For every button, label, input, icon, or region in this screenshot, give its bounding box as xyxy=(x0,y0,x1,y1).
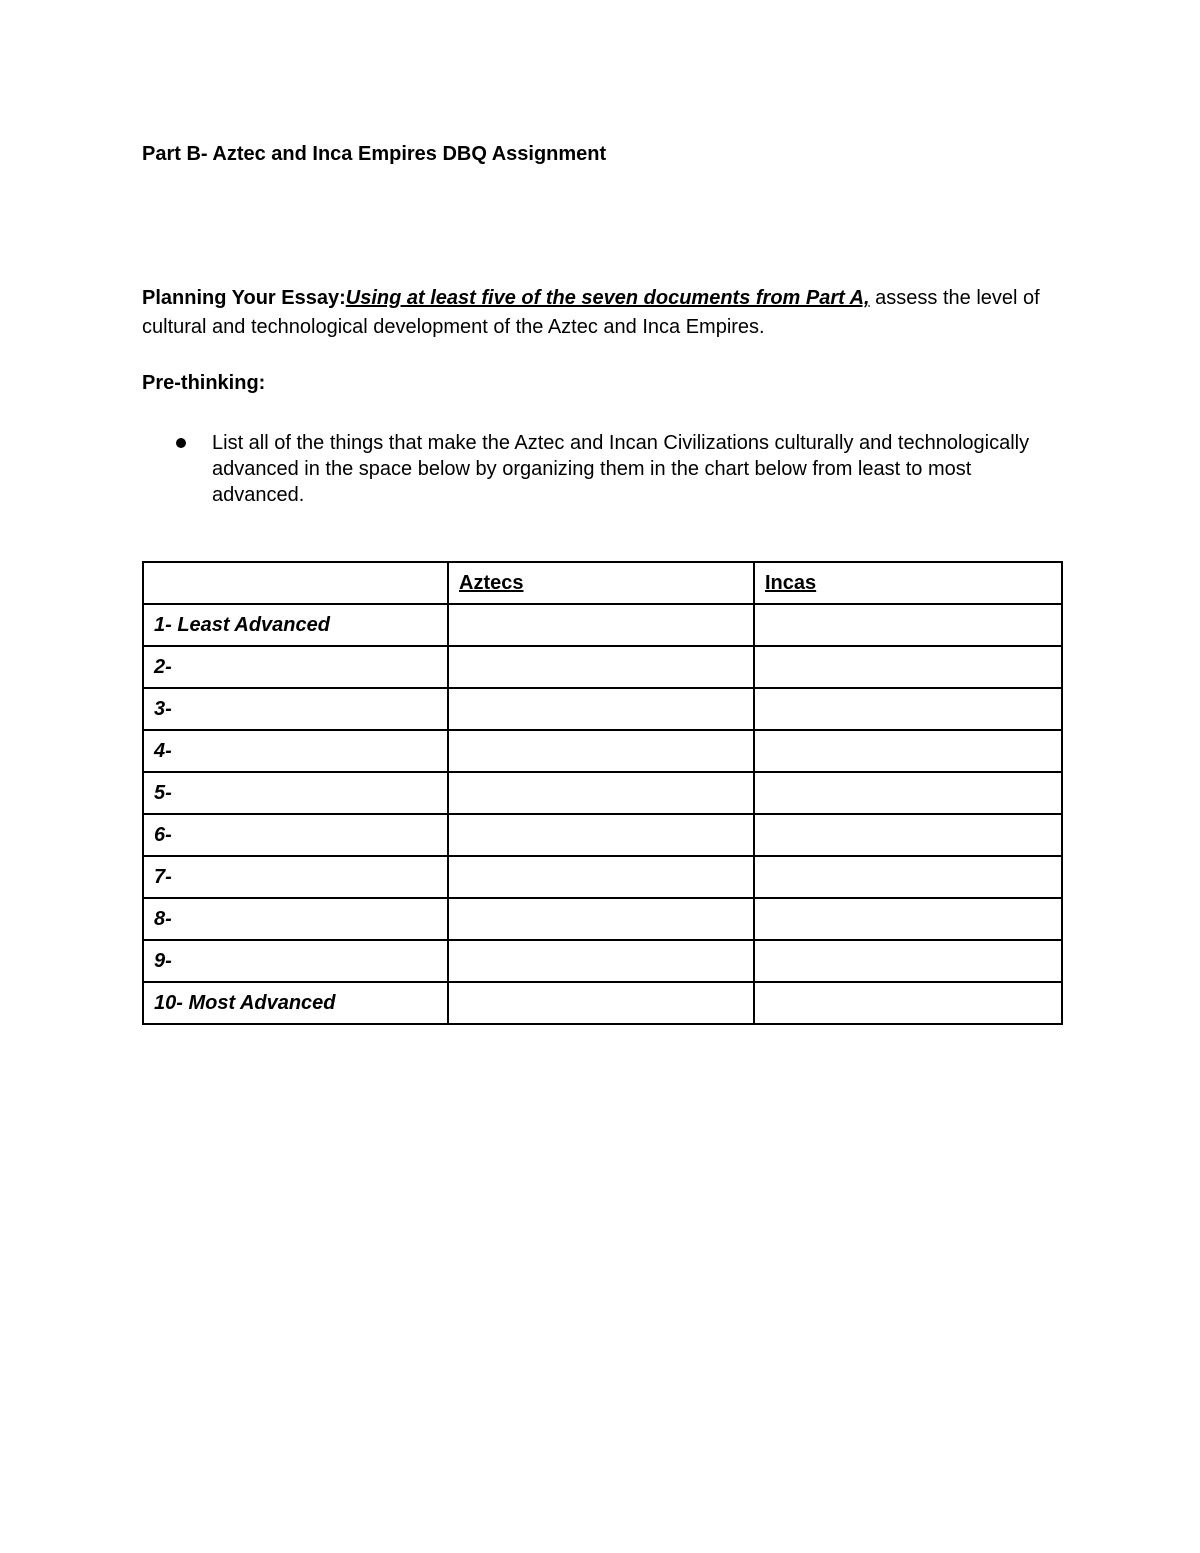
table-row xyxy=(143,898,1062,940)
aztecs-cell[interactable] xyxy=(448,898,754,940)
table-row xyxy=(143,688,1062,730)
aztecs-cell[interactable] xyxy=(448,814,754,856)
header-cell-aztecs: Aztecs xyxy=(448,562,754,604)
ranking-table xyxy=(142,561,1063,1025)
incas-cell[interactable] xyxy=(754,814,1062,856)
row-label: 1- Least Advanced xyxy=(143,604,448,646)
aztecs-cell[interactable] xyxy=(448,730,754,772)
aztecs-cell[interactable] xyxy=(448,646,754,688)
row-label: 2- xyxy=(143,646,448,688)
header-cell-incas: Incas xyxy=(754,562,1062,604)
table-row xyxy=(143,646,1062,688)
row-label: 9- xyxy=(143,940,448,982)
table-row xyxy=(143,982,1062,1024)
table-row xyxy=(143,772,1062,814)
planning-lead: Planning Your Essay: xyxy=(142,287,346,309)
table-header-row xyxy=(143,562,1062,604)
instruction-item xyxy=(142,430,1062,508)
incas-cell[interactable] xyxy=(754,772,1062,814)
incas-cell[interactable] xyxy=(754,730,1062,772)
aztecs-cell[interactable] xyxy=(448,604,754,646)
aztecs-cell[interactable] xyxy=(448,856,754,898)
planning-rest: assess the level of cultural and technological development of the Aztec and Inca Empires. xyxy=(142,287,1040,338)
planning-emphasis: Using at least five of the seven documents from Part A, xyxy=(345,287,870,309)
incas-cell[interactable] xyxy=(754,688,1062,730)
row-label: 10- Most Advanced xyxy=(143,982,448,1024)
bullet-icon xyxy=(176,438,186,448)
aztecs-cell[interactable] xyxy=(448,688,754,730)
instruction-text: List all of the things that make the Aztec and Incan Civilizations culturally and technologically advanced in the space below by organizing them in the chart below from least to most advanced. xyxy=(212,432,1030,506)
incas-cell[interactable] xyxy=(754,940,1062,982)
row-label: 3- xyxy=(143,688,448,730)
row-label: 8- xyxy=(143,898,448,940)
row-label: 6- xyxy=(143,814,448,856)
header-cell-empty xyxy=(143,562,448,604)
incas-cell[interactable] xyxy=(754,982,1062,1024)
aztecs-cell[interactable] xyxy=(448,982,754,1024)
planning-paragraph xyxy=(142,284,1062,342)
incas-cell[interactable] xyxy=(754,898,1062,940)
table-row xyxy=(143,856,1062,898)
incas-cell[interactable] xyxy=(754,646,1062,688)
aztecs-cell[interactable] xyxy=(448,772,754,814)
table-row xyxy=(143,814,1062,856)
row-label: 7- xyxy=(143,856,448,898)
row-label: 5- xyxy=(143,772,448,814)
prethinking-heading: Pre-thinking: xyxy=(142,372,266,394)
table-row xyxy=(143,730,1062,772)
aztecs-cell[interactable] xyxy=(448,940,754,982)
table-row xyxy=(143,604,1062,646)
instruction-list xyxy=(142,430,1062,508)
incas-cell[interactable] xyxy=(754,856,1062,898)
row-label: 4- xyxy=(143,730,448,772)
incas-cell[interactable] xyxy=(754,604,1062,646)
table-row xyxy=(143,940,1062,982)
document-title: Part B- Aztec and Inca Empires DBQ Assignment xyxy=(142,143,607,165)
